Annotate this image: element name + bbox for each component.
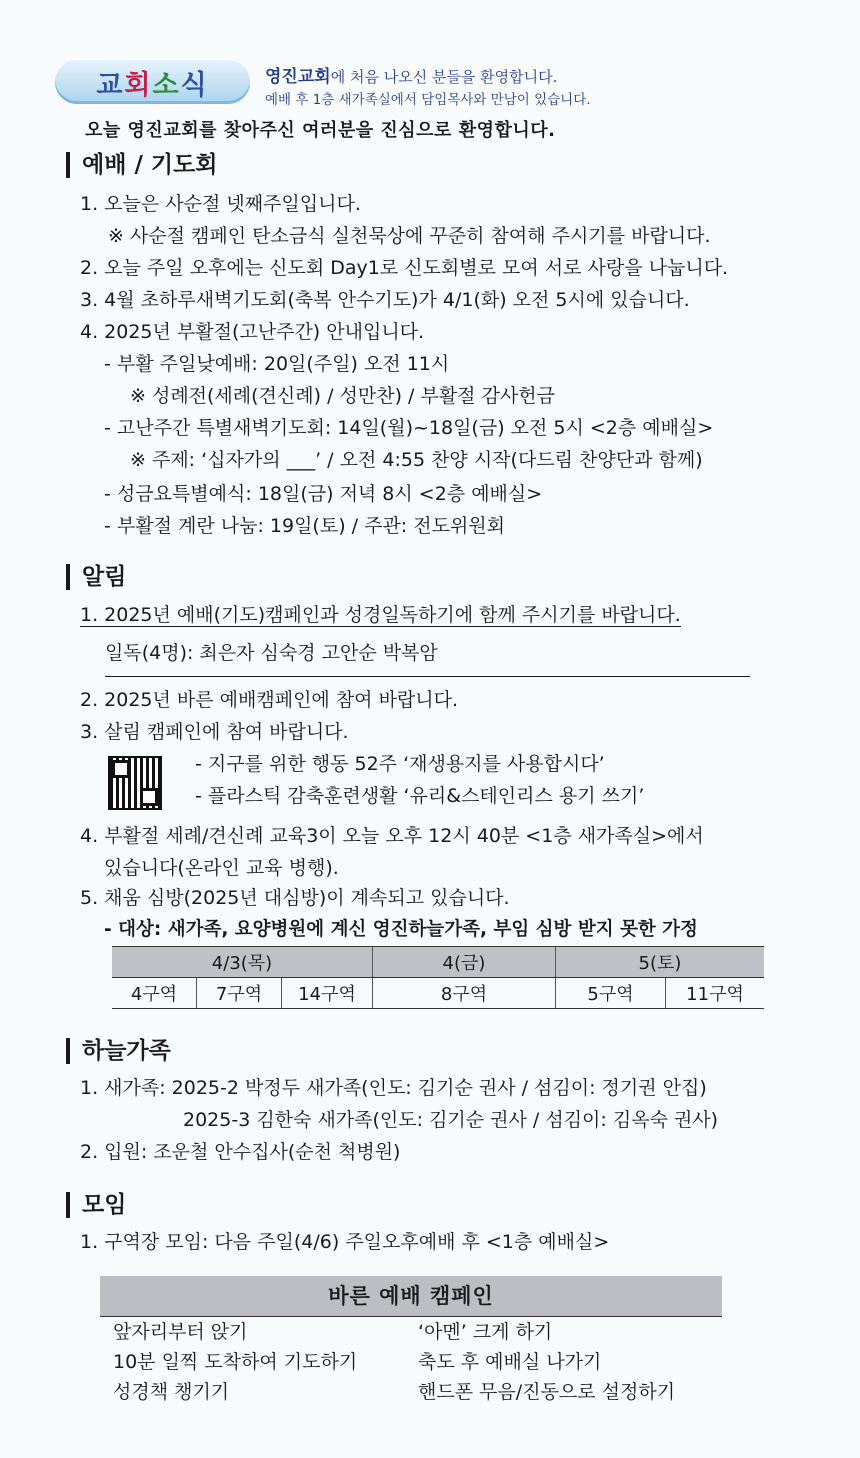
campaign-item: 앞자리부터 앉기 <box>113 1321 248 1343</box>
logo-char: 소 <box>152 69 181 101</box>
table-row <box>112 978 764 1009</box>
church-name: 영진교회 <box>265 67 331 87</box>
list-item <box>80 603 681 627</box>
list-item: 3. 살림 캠페인에 참여 바랍니다. <box>80 721 349 743</box>
list-item: 1. 오늘은 사순절 넷째주일입니다. <box>80 193 361 215</box>
logo-char: 교 <box>96 69 125 101</box>
list-item: - 성금요특별예식: 18일(금) 저녁 8시 <2층 예배실> <box>104 483 543 505</box>
section-title-heaven-family: 하늘가족 <box>66 1038 171 1064</box>
table-row <box>112 947 764 978</box>
table-cell: 8구역 <box>373 978 556 1009</box>
campaign-item: 핸드폰 무음/진동으로 설정하기 <box>418 1381 676 1403</box>
list-item: 2. 2025년 바른 예배캠페인에 참여 바랍니다. <box>80 689 459 711</box>
divider <box>100 1316 722 1317</box>
divider <box>105 676 750 677</box>
table-cell: 4(금) <box>373 947 556 978</box>
list-item: 있습니다(온라인 교육 병행). <box>104 857 339 879</box>
section-title-notice: 알림 <box>66 564 126 590</box>
list-item: - 지구를 위한 행동 52주 ‘재생용지를 사용합시다’ <box>195 753 605 775</box>
church-news-logo <box>55 60 250 104</box>
table-cell: 4구역 <box>112 978 197 1009</box>
table-cell: 5(토) <box>556 947 765 978</box>
list-item: 5. 채움 심방(2025년 대심방)이 계속되고 있습니다. <box>80 887 510 909</box>
visit-schedule-table <box>112 946 764 1009</box>
greeting-text: 에 처음 나오신 분들을 환영합니다. <box>330 68 558 86</box>
list-item: 2. 입원: 조운철 안수집사(순천 척병원) <box>80 1141 401 1163</box>
table-cell: 4/3(목) <box>112 947 373 978</box>
section-title-worship: 예배 / 기도회 <box>66 152 218 178</box>
campaign-item: 10분 일찍 도착하여 기도하기 <box>113 1351 358 1373</box>
campaign-item: 축도 후 예배실 나가기 <box>418 1351 602 1373</box>
logo-char: 식 <box>180 69 209 101</box>
greeting-line-1 <box>265 62 557 87</box>
welcome-message: 오늘 영진교회를 찾아주신 여러분을 진심으로 환영합니다. <box>85 120 556 141</box>
section-title-meeting: 모임 <box>66 1192 126 1218</box>
list-item: 1. 구역장 모임: 다음 주일(4/6) 주일오후예배 후 <1층 예배실> <box>80 1231 610 1253</box>
readers-list: 일독(4명): 최은자 심숙경 고안순 박복암 <box>105 642 438 664</box>
list-item: 4. 부활절 세례/견신례 교육3이 오늘 오후 12시 40분 <1층 새가족실>에서 <box>80 825 704 847</box>
list-item: 2. 오늘 주일 오후에는 신도회 Day1로 신도회별로 모여 서로 사랑을 나눕니다. <box>80 257 729 279</box>
list-item: ※ 사순절 캠페인 탄소금식 실천묵상에 꾸준히 참여해 주시기를 바랍니다. <box>108 225 711 247</box>
list-item: - 고난주간 특별새벽기도회: 14일(월)~18일(금) 오전 5시 <2층 예배실> <box>104 417 714 439</box>
table-cell: 11구역 <box>666 978 765 1009</box>
campaign-title: 바른 예배 캠페인 <box>100 1276 722 1316</box>
campaign-item: ‘아멘’ 크게 하기 <box>418 1321 553 1343</box>
greeting-line-2: 예배 후 1층 새가족실에서 담임목사와 만남이 있습니다. <box>265 92 591 108</box>
table-cell: 7구역 <box>197 978 282 1009</box>
list-item: - 플라스틱 감축훈련생활 ‘유리&스테인리스 용기 쓰기’ <box>195 785 645 807</box>
qr-code-icon <box>108 756 162 810</box>
table-cell: 5구역 <box>556 978 666 1009</box>
list-item: ※ 주제: ‘십자가의 ___’ / 오전 4:55 찬양 시작(다드림 찬양단과 함께) <box>130 449 703 471</box>
list-item: 1. 새가족: 2025-2 박정두 새가족(인도: 김기순 권사 / 섬김이: 정기권 안집) <box>80 1077 707 1099</box>
list-item: - 부활절 계란 나눔: 19일(토) / 주관: 전도위원회 <box>104 515 506 537</box>
logo-char: 회 <box>124 69 153 101</box>
list-item: ※ 성례전(세례(견신례) / 성만찬) / 부활절 감사헌금 <box>130 385 555 407</box>
table-cell: 14구역 <box>282 978 373 1009</box>
campaign-item: 성경책 챙기기 <box>113 1381 230 1403</box>
list-item: 2025-3 김한숙 새가족(인도: 김기순 권사 / 섬김이: 김옥숙 권사) <box>183 1109 719 1131</box>
list-item: - 대상: 새가족, 요양병원에 계신 영진하늘가족, 부임 심방 받지 못한 가정 <box>104 919 698 940</box>
list-item: - 부활 주일낮예배: 20일(주일) 오전 11시 <box>104 353 450 375</box>
list-item: 4. 2025년 부활절(고난주간) 안내입니다. <box>80 321 425 343</box>
list-item: 3. 4월 초하루새벽기도회(축복 안수기도)가 4/1(화) 오전 5시에 있습니다. <box>80 289 690 311</box>
list-item-text: 1. 2025년 예배(기도)캠페인과 성경일독하기에 함께 주시기를 바랍니다. <box>80 604 681 626</box>
